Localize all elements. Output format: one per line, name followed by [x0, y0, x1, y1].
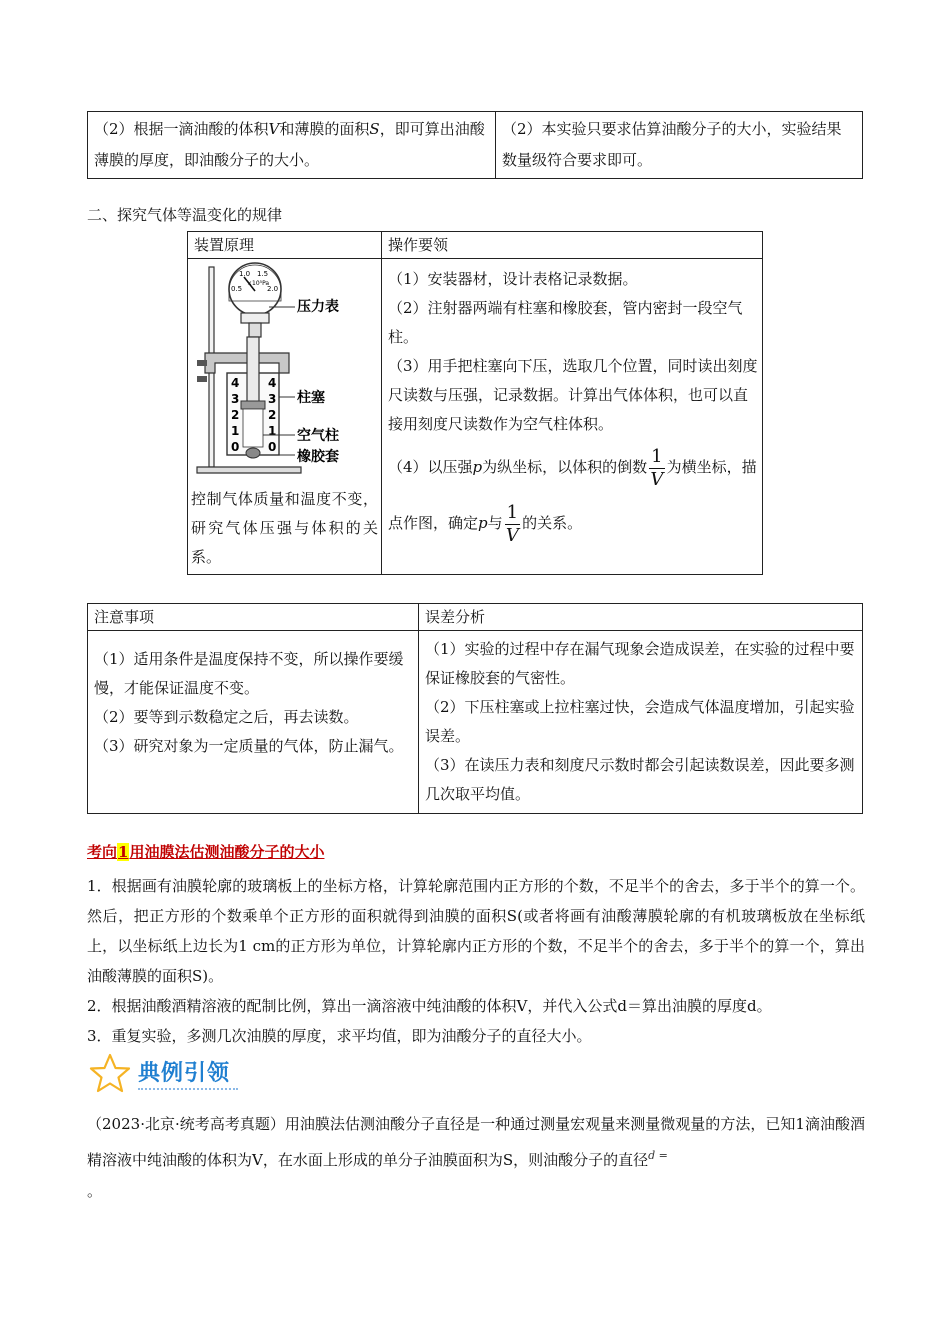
gauge-tick: 2.0: [267, 285, 279, 293]
piston-rod: [247, 337, 259, 405]
point-3: 3．重复实验，多测几次油膜的厚度，求平均值，即为油酸分子的直径大小。: [87, 1027, 592, 1045]
example-formula: d =: [648, 1149, 668, 1162]
step-3: （3）用手把柱塞向下压，选取几个位置，同时读出刻度尺读数与压强，记录数据。计算出气体体积，也可以直接用刻度尺读数作为空气柱体积。: [388, 357, 758, 433]
header-errors: 误差分析: [419, 604, 863, 631]
gauge-tick: 0.5: [231, 285, 243, 293]
table-notes-errors: [87, 603, 863, 814]
svg-text:3: 3: [231, 392, 240, 406]
principle-text: 控制气体质量和温度不变，研究气体压强与体积的关系。: [191, 490, 378, 566]
kaoxiang-heading: [87, 841, 324, 862]
svg-text:1: 1: [268, 424, 277, 438]
step-1: （1）安装器材，设计表格记录数据。: [388, 270, 638, 288]
table1-right-cell: （2）本实验只要求估算油酸分子的大小，实验结果数量级符合要求即可。: [496, 112, 863, 179]
example-banner: [88, 1052, 288, 1098]
note-item: （3）研究对象为一定质量的气体，防止漏气。: [94, 737, 404, 755]
svg-text:3: 3: [268, 392, 277, 406]
step-4: （4）以压强p为纵坐标，以体积的倒数 $\frac{1}{V}$ 为横坐标，描点作图，确定p与 $\frac{1}{V}$ 的关系。: [388, 445, 757, 546]
apparatus-figure: [191, 261, 377, 479]
point-2: 2．根据油酸酒精溶液的配制比例，算出一滴溶液中纯油酸的体积V，并代入公式d＝算出油膜的厚度d。: [87, 997, 772, 1015]
table1-left-cell: [88, 112, 496, 179]
error-item: （2）下压柱塞或上拉柱塞过快，会造成气体温度增加，引起实验误差。: [425, 698, 855, 745]
note-item: （2）要等到示数稳定之后，再去读数。: [94, 708, 359, 726]
kaoxiang-title: 用油膜法估测油酸分子的大小: [129, 843, 325, 861]
label-gauge: 压力表: [297, 299, 339, 315]
point-1: 1．根据画有油膜轮廓的玻璃板上的坐标方格，计算轮廓范围内正方形的个数，不足半个的舍去，多于半个的算一个。然后，把正方形的个数乘单个正方形的面积就得到油膜的面积S(或者将画有油酸薄膜轮廓的有机玻璃板放在坐标纸上，以坐标纸上边长为1 cm的正方形为单位，计算轮廓内正方形的个数，不足半个的舍去，多于半个的算一个，算出油酸薄膜的面积S)。: [87, 877, 865, 985]
errors-cell: [419, 631, 863, 814]
kaoxiang-prefix: 考向: [87, 843, 118, 861]
note-item: （1）适用条件是温度保持不变，所以操作要缓慢，才能保证温度不变。: [94, 650, 404, 697]
t1-text: 和薄膜的面积: [279, 120, 370, 138]
example-title: 典例引领: [138, 1061, 231, 1086]
example-question: [87, 1109, 865, 1207]
svg-text:0: 0: [231, 440, 240, 454]
scale-right: [268, 376, 276, 454]
notes-cell: [88, 631, 419, 814]
scale-left: [231, 376, 239, 454]
label-rubber: 橡胶套: [297, 449, 339, 465]
svg-text:2: 2: [231, 408, 240, 422]
air-column: [243, 409, 263, 447]
gauge-tick: 1.0: [239, 270, 251, 278]
fraction-1-over-v: $\frac{1}{V}$: [650, 445, 664, 490]
table-gas-isothermal: [187, 231, 763, 575]
section-title: 二、探究气体等温变化的规律: [87, 206, 283, 224]
t1-text: ，即可算出油酸薄膜的厚度，即油酸分子的大小。: [94, 120, 485, 169]
kaoxiang-number: 1: [118, 843, 129, 861]
example-text: （2023·北京·统考高考真题）用油膜法估测油酸分子直径是一种通过测量宏观量来测量微观量的方法，已知1滴油酸酒精溶液中纯油酸的体积为V，在水面上形成的单分子油膜面积为S，则油酸分子的直径: [87, 1115, 865, 1169]
operation-cell: [382, 259, 763, 575]
header-principle: 装置原理: [188, 232, 382, 259]
piston-head: [241, 401, 265, 409]
principle-cell: [188, 259, 382, 575]
t1-text: （2）根据一滴油酸的体积: [94, 120, 269, 138]
svg-text:4: 4: [268, 376, 277, 390]
title-underline: [138, 1088, 238, 1090]
t1-var-s: S: [369, 120, 380, 138]
label-piston: 柱塞: [297, 390, 325, 406]
rubber-cap: [246, 448, 260, 458]
gauge-unit: ×10⁵Pa: [247, 280, 270, 287]
label-air: 空气柱: [297, 428, 339, 444]
star-icon: [88, 1052, 132, 1096]
gauge-tick: 1.5: [257, 270, 269, 278]
svg-text:2: 2: [268, 408, 277, 422]
stand-base: [197, 467, 301, 473]
example-end: 。: [87, 1182, 103, 1200]
header-operation: 操作要领: [382, 232, 763, 259]
error-item: （1）实验的过程中存在漏气现象会造成误差，在实验的过程中要保证橡胶套的气密性。: [425, 640, 855, 687]
step-2: （2）注射器两端有柱塞和橡胶套，管内密封一段空气柱。: [388, 299, 743, 346]
table-principle-continued: [87, 111, 863, 179]
svg-text:0: 0: [268, 440, 277, 454]
t1-var-v: V: [268, 120, 280, 138]
error-item: （3）在读压力表和刻度尺示数时都会引起读数误差，因此要多测几次取平均值。: [425, 756, 855, 803]
fraction-1-over-v: $\frac{1}{V}$: [505, 501, 519, 546]
header-notes: 注意事项: [88, 604, 419, 631]
svg-text:4: 4: [231, 376, 240, 390]
svg-text:1: 1: [231, 424, 240, 438]
